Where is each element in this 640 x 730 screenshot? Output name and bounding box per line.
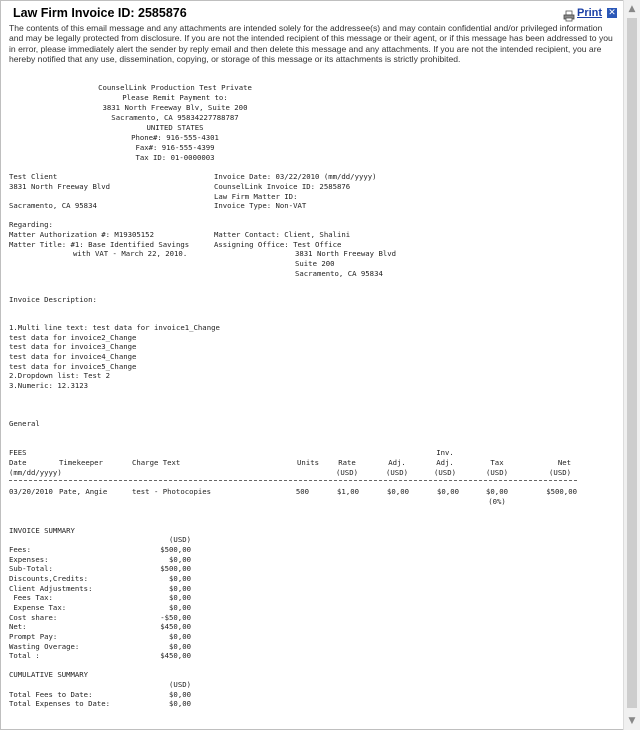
col-header-net-currency: (USD) bbox=[549, 468, 571, 477]
summary-label: Prompt Pay: bbox=[9, 632, 58, 641]
matter-title: Matter Title: #1: Base Identified Savings bbox=[9, 240, 190, 249]
summary-label: Expense Tax: bbox=[9, 603, 67, 612]
cumulative-summary-title: CUMULATIVE SUMMARY bbox=[9, 670, 89, 679]
remit-company: CounselLink Production Test Private bbox=[98, 83, 252, 92]
law-firm-matter-id: Law Firm Matter ID: bbox=[214, 192, 298, 201]
close-icon[interactable]: ✕ bbox=[608, 8, 616, 18]
fee-date: 03/20/2010 bbox=[9, 487, 53, 496]
summary-value: -$50,00 bbox=[160, 613, 191, 622]
summary-value: $0,00 bbox=[169, 642, 191, 651]
remit-fax: Fax#: 916-555-4399 bbox=[135, 143, 215, 152]
office-street: 3831 North Freeway Blvd bbox=[295, 249, 397, 258]
general-label: General bbox=[9, 419, 40, 428]
print-button[interactable] bbox=[563, 7, 617, 19]
client-city: Sacramento, CA 95834 bbox=[9, 201, 97, 210]
remit-city: Sacramento, CA 95834227788787 bbox=[111, 113, 239, 122]
cumulative-value: $0,00 bbox=[169, 699, 191, 708]
remit-street: 3831 North Freeway Blv, Suite 200 bbox=[102, 103, 248, 112]
summary-label: Net: bbox=[9, 622, 27, 631]
remit-heading: Please Remit Payment to: bbox=[122, 93, 228, 102]
vertical-scrollbar[interactable] bbox=[623, 0, 640, 730]
col-header-adj: Adj. bbox=[388, 458, 406, 467]
confidentiality-disclaimer: The contents of this email message and any attachments are intended solely for the addressee(s) and may contain confidential and/or privileged information and may be legally protected from disclosure. If you are not the intended recipient of this message or their agent, or if this message has been addressed to you in error, please immediately alert the sender by reply email and then delete this message and any attachments. If you are not the intended recipient, you are hereby notified that any use, dissemination, copying, or storage of this message or its attachments is strictly prohibited. bbox=[9, 23, 613, 64]
fees-section-label: FEES bbox=[9, 448, 27, 457]
description-line: test data for invoice5_Change bbox=[9, 362, 137, 371]
description-line: test data for invoice3_Change bbox=[9, 342, 137, 351]
col-header-rate: Rate bbox=[338, 458, 356, 467]
summary-value: $0,00 bbox=[169, 584, 191, 593]
summary-label: Fees Tax: bbox=[9, 593, 53, 602]
summary-label: Sub-Total: bbox=[9, 564, 53, 573]
fee-tax-percent: (0%) bbox=[488, 497, 506, 506]
col-header-charge-text: Charge Text bbox=[132, 458, 181, 467]
fee-rate: $1,00 bbox=[337, 487, 359, 496]
description-line: 1.Multi line text: test data for invoice1_Change bbox=[9, 323, 220, 332]
remit-phone: Phone#: 916-555-4301 bbox=[131, 133, 219, 142]
invoice-description-label: Invoice Description: bbox=[9, 295, 97, 304]
col-header-units: Units bbox=[297, 458, 319, 467]
summary-value: $0,00 bbox=[169, 555, 191, 564]
scroll-up-icon[interactable]: ▲ bbox=[628, 4, 636, 14]
regarding-label: Regarding: bbox=[9, 220, 53, 229]
col-header-date: Date bbox=[9, 458, 27, 467]
client-street: 3831 North Freeway Blvd bbox=[9, 182, 111, 191]
assigning-office: Assigning Office: Test Office bbox=[214, 240, 342, 249]
invoice-summary-title: INVOICE SUMMARY bbox=[9, 526, 75, 535]
summary-value: $500,00 bbox=[160, 545, 191, 554]
summary-value: $500,00 bbox=[160, 564, 191, 573]
col-header-adj-currency: (USD) bbox=[386, 468, 408, 477]
matter-contact: Matter Contact: Client, Shalini bbox=[214, 230, 351, 239]
description-line: test data for invoice4_Change bbox=[9, 352, 137, 361]
summary-value: $0,00 bbox=[169, 593, 191, 602]
summary-label: Expenses: bbox=[9, 555, 49, 564]
description-line: test data for invoice2_Change bbox=[9, 333, 137, 342]
col-header-date-format: (mm/dd/yyyy) bbox=[9, 468, 62, 477]
page-title: Law Firm Invoice ID: 2585876 bbox=[13, 6, 187, 20]
fee-net: $500,00 bbox=[546, 487, 577, 496]
scrollbar-thumb[interactable] bbox=[627, 18, 637, 708]
office-suite: Suite 200 bbox=[295, 259, 335, 268]
cumulative-label: Total Expenses to Date: bbox=[9, 699, 111, 708]
office-city: Sacramento, CA 95834 bbox=[295, 269, 383, 278]
fee-charge-text: test - Photocopies bbox=[132, 487, 212, 496]
col-header-inv-adj-currency: (USD) bbox=[434, 468, 456, 477]
summary-label: Total : bbox=[9, 651, 40, 660]
fee-units: 500 bbox=[295, 487, 309, 496]
col-header-tax: Tax bbox=[490, 458, 504, 467]
matter-authorization: Matter Authorization #: M19305152 bbox=[9, 230, 154, 239]
client-name: Test Client bbox=[9, 172, 58, 181]
summary-label: Fees: bbox=[9, 545, 31, 554]
print-label[interactable]: Print bbox=[577, 7, 603, 19]
summary-currency: (USD) bbox=[169, 535, 191, 544]
summary-label: Wasting Overage: bbox=[9, 642, 80, 651]
description-line: 3.Numeric: 12.3123 bbox=[9, 381, 89, 390]
invoice-date: Invoice Date: 03/22/2010 (mm/dd/yyyy) bbox=[214, 172, 377, 181]
summary-value: $450,00 bbox=[160, 622, 191, 631]
col-header-rate-currency: (USD) bbox=[336, 468, 358, 477]
cumulative-label: Total Fees to Date: bbox=[9, 690, 93, 699]
printer-icon bbox=[563, 7, 575, 19]
matter-title-continued: with VAT - March 22, 2010. bbox=[73, 249, 188, 258]
table-divider bbox=[9, 480, 577, 481]
description-line: 2.Dropdown list: Test 2 bbox=[9, 371, 111, 380]
col-header-net: Net bbox=[557, 458, 571, 467]
fee-tax: $0,00 bbox=[486, 487, 508, 496]
scroll-down-icon[interactable]: ▼ bbox=[628, 716, 636, 726]
remit-tax-id: Tax ID: 01-0000003 bbox=[135, 153, 215, 162]
col-header-inv-adj: Inv. bbox=[436, 448, 454, 457]
cumulative-value: $0,00 bbox=[169, 690, 191, 699]
summary-value: $450,00 bbox=[160, 651, 191, 660]
counsellink-invoice-id: CounselLink Invoice ID: 2585876 bbox=[214, 182, 351, 191]
summary-value: $0,00 bbox=[169, 632, 191, 641]
fee-inv-adj: $0,00 bbox=[437, 487, 459, 496]
col-header-inv-adj-2: Adj. bbox=[436, 458, 454, 467]
remit-country: UNITED STATES bbox=[146, 123, 204, 132]
cumulative-currency: (USD) bbox=[169, 680, 191, 689]
col-header-timekeeper: Timekeeper bbox=[59, 458, 103, 467]
summary-value: $0,00 bbox=[169, 574, 191, 583]
summary-value: $0,00 bbox=[169, 603, 191, 612]
summary-label: Client Adjustments: bbox=[9, 584, 93, 593]
summary-label: Cost share: bbox=[9, 613, 58, 622]
invoice-type: Invoice Type: Non-VAT bbox=[214, 201, 307, 210]
col-header-tax-currency: (USD) bbox=[486, 468, 508, 477]
fee-adj: $0,00 bbox=[387, 487, 409, 496]
fee-timekeeper: Pate, Angie bbox=[59, 487, 108, 496]
summary-label: Discounts,Credits: bbox=[9, 574, 89, 583]
